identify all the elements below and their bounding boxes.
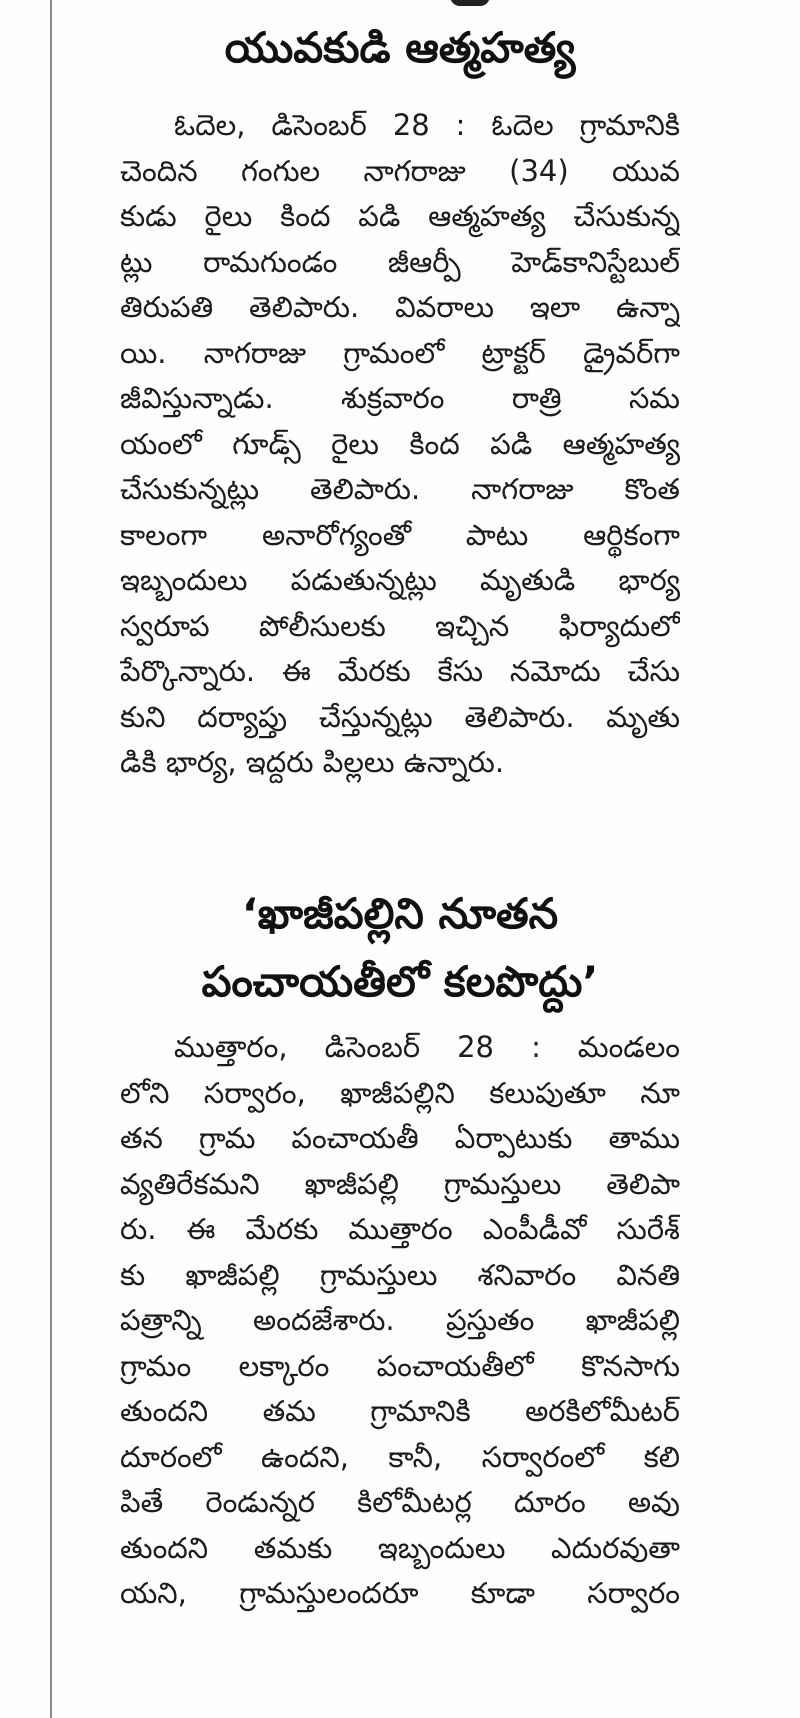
body-line: తన గ్రామ పంచాయతీ ఏర్పాటుకు తాము <box>120 1121 680 1155</box>
article2-headline <box>120 880 680 1016</box>
body-line: యంలో గూడ్స్ రైలు కింద పడి ఆత్మహత్య <box>120 426 680 461</box>
body-line: దూరంలో ఉందని, కానీ, సర్వారంలో కలి <box>120 1439 680 1474</box>
body-line: తిరుపతి తెలిపారు. వివరాలు ఇలా ఉన్నా <box>120 290 680 324</box>
clipped-previous-text <box>390 0 570 8</box>
body-line: కు ఖాజీపల్లి గ్రామస్తులు శనివారం వినతి <box>120 1257 680 1292</box>
body-line: ట్లు రామగుండం జీఆర్పీ హెడ్‌కానిస్టేబుల్ <box>120 244 680 279</box>
body-line: కుని దర్యాప్తు చేస్తున్నట్లు తెలిపారు. మృతు <box>120 699 680 734</box>
body-line: గ్రామం లక్కారం పంచాయతీలో కొనసాగు <box>120 1348 680 1383</box>
body-line: కుడు రైలు కింద పడి ఆత్మహత్య చేసుకున్న <box>120 199 680 233</box>
article2-headline-line2: పంచాయతీలో కలపొద్దు’ <box>201 957 599 1006</box>
article1-body <box>120 103 680 786</box>
column-divider <box>50 0 52 1718</box>
body-line: చెందిన గంగుల నాగరాజు (34) యువ <box>120 153 680 188</box>
article2-headline-line1: ‘ఖాజీపల్లిని నూతన <box>241 889 559 938</box>
article1-headline: యువకుడి ఆత్మహత్య <box>224 23 576 72</box>
article2-body <box>120 1025 680 1617</box>
body-line: యి. నాగరాజు గ్రామంలో ట్రాక్టర్ డ్రైవర్‌గా <box>120 335 680 370</box>
body-line: ముత్తారం, డిసెంబర్ 28 : మండలం <box>174 1030 680 1064</box>
body-line: రు. ఈ మేరకు ముత్తారం ఎంపీడీవో సురేశ్ <box>120 1212 680 1246</box>
body-line: లోని సర్వారం, ఖాజీపల్లిని కలుపుతూ నూ <box>120 1075 680 1110</box>
body-line: యని, గ్రామస్తులందరూ కూడా సర్వారం <box>120 1576 680 1610</box>
body-line: తుందని తమకు ఇబ్బందులు ఎదురవుతా <box>120 1530 680 1565</box>
body-line: పత్రాన్ని అందజేశారు. ప్రస్తుతం ఖాజీపల్లి <box>120 1303 680 1337</box>
body-line: ఓదెల, డిసెంబర్ 28 : ఓదెల గ్రామానికి <box>174 108 680 142</box>
body-line: తుందని తమ గ్రామానికి అరకిలోమీటర్ <box>120 1394 680 1428</box>
body-line: ఇబ్బందులు పడుతున్నట్లు మృతుడి భార్య <box>120 563 680 597</box>
body-line: జీవిస్తున్నాడు. శుక్రవారం రాత్రి సమ <box>120 381 680 415</box>
body-line: కాలంగా అనారోగ్యంతో పాటు ఆర్థికంగా <box>120 517 680 552</box>
body-line: పేర్కొన్నారు. ఈ మేరకు కేసు నమోదు చేసు <box>120 654 680 688</box>
body-line: వ్యతిరేకమని ఖాజీపల్లి గ్రామస్తులు తెలిపా <box>120 1166 680 1201</box>
body-line: పితే రెండున్నర కిలోమీటర్ల దూరం అవు <box>120 1485 680 1519</box>
body-line: డికి భార్య, ఇద్దరు పిల్లలు ఉన్నారు. <box>120 745 505 779</box>
body-line: చేసుకున్నట్లు తెలిపారు. నాగరాజు కొంత <box>120 472 680 506</box>
body-line: స్వరూప పోలీసులకు ఇచ్చిన ఫిర్యాదులో <box>120 608 680 643</box>
